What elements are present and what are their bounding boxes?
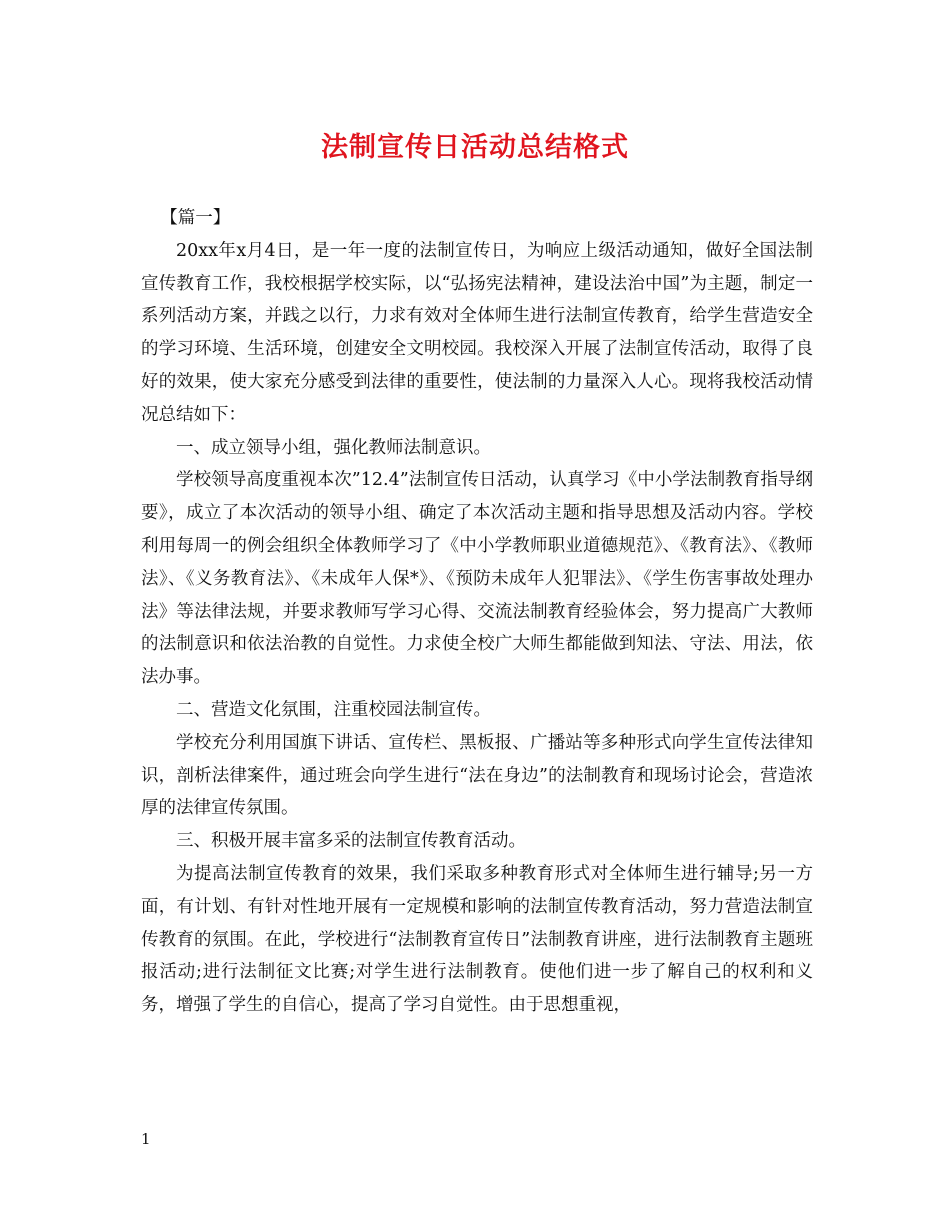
- paragraph-heading-2: 二、营造文化氛围，注重校园法制宣传。: [176, 699, 491, 720]
- section-heading: 【篇一】: [160, 208, 231, 228]
- paragraph-heading-1: 一、成立领导小组，强化教师法制意识。: [176, 437, 491, 458]
- paragraph-campus-promotion: 学校充分利用国旗下讲话、宣传栏、黑板报、广播站等多种形式向学生宣传法律知识，剖析法律案件，通过班会向学生进行“法在身边”的法制教育和现场讨论会，营造浓厚的法律宣传氛围。: [141, 732, 813, 819]
- document-body: [141, 202, 813, 1022]
- document-title: 法制宣传日活动总结格式: [321, 132, 629, 163]
- paragraph-activities: 为提高法制宣传教育的效果，我们采取多种教育形式对全体师生进行辅导;另一方面，有计划、有针对性地开展有一定规模和影响的法制宣传教育活动，努力营造法制宣传教育的氛围。在此，学校进行“法制教育宣传日”法制教育讲座，进行法制教育主题班报活动;进行法制征文比赛;对学生进行法制教育。使他们进一步了解自己的权利和义务，增强了学生的自信心，提高了学习自觉性。由于思想重视，: [141, 863, 813, 1016]
- paragraph-heading-3: 三、积极开展丰富多采的法制宣传教育活动。: [176, 831, 526, 852]
- page-number: 1: [141, 1130, 151, 1148]
- paragraph-leadership: 学校领导高度重视本次”12.4”法制宣传日活动，认真学习《中小学法制教育指导纲要》，成立了本次活动的领导小组、确定了本次活动主题和指导思想及活动内容。学校利用每周一的例会组织全体教师学习了《中小学教师职业道德规范》、《教育法》、《教师法》、《义务教育法》、《未成年人保*》、《预防未成年人犯罪法》、《学生伤害事故处理办法》等法律法规，并要求教师写学习心得、交流法制教育经验体会，努力提高广大教师的法制意识和依法治教的自觉性。力求使全校广大师生都能做到知法、守法、用法，依法办事。: [141, 470, 813, 688]
- paragraph-intro: 20xx年x月4日，是一年一度的法制宣传日，为响应上级活动通知，做好全国法制宣传教育工作，我校根据学校实际，以“弘扬宪法精神，建设法治中国”为主题，制定一系列活动方案，并践之以行，力求有效对全体师生进行法制宣传教育，给学生营造安全的学习环境、生活环境，创建安全文明校园。我校深入开展了法制宣传活动，取得了良好的效果，使大家充分感受到法律的重要性，使法制的力量深入人心。现将我校活动情况总结如下：: [141, 240, 813, 425]
